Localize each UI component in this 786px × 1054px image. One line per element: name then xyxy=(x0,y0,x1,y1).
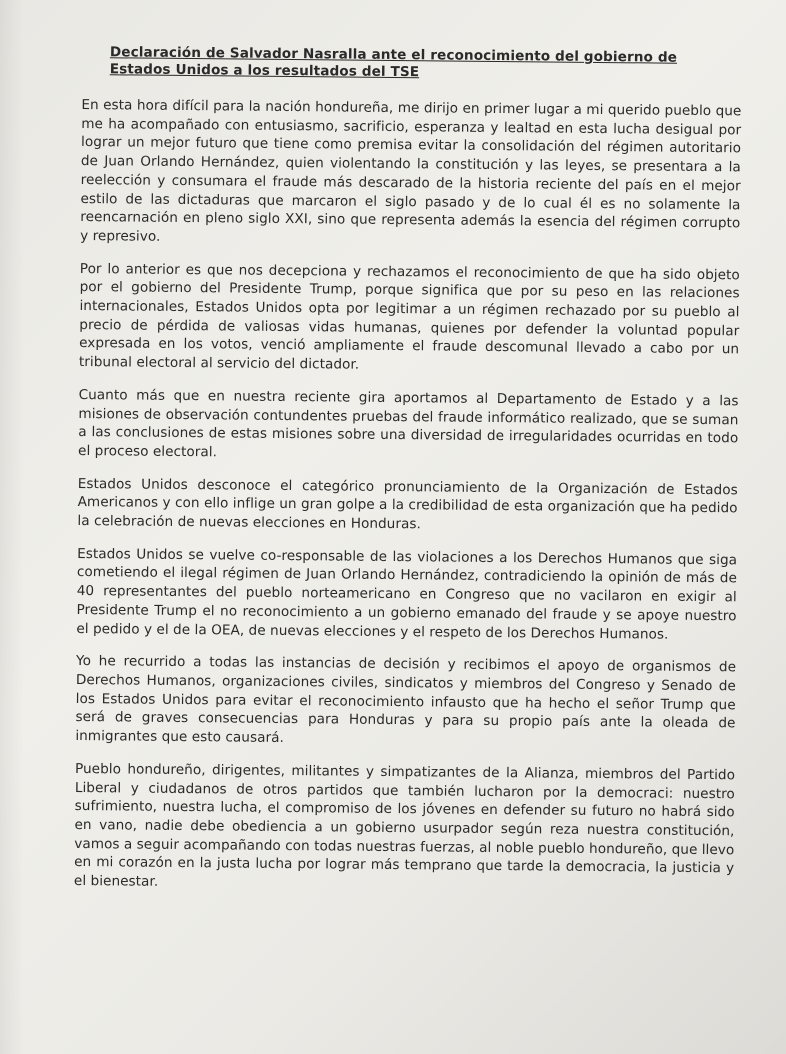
paragraph-6: Yo he recurrido a todas las instancias de decisión y recibimos el apoyo de organismos de Derechos Humanos, organizaciones civiles, sindicatos y miembros del Congreso y Senado de los Estados Unidos para evitar el reconocimiento infausto que ha hecho el señor Trump que será de graves consecuencias para Honduras y para su propio país ante la oleada de inmigrantes que esto causará. xyxy=(75,653,737,747)
paragraph-4: Estados Unidos desconoce el categórico pronunciamiento de la Organización de Estados Americanos y con ello inflige un gran golpe a la credibilidad de esta organización que ha pedido la celebración de nuevas elecciones en Honduras. xyxy=(77,475,738,533)
paragraph-1: En esta hora difícil para la nación hondureña, me dirijo en primer lugar a mi querido pueblo que me ha acompañado con entusiasmo, sacrificio, esperanza y lealtad en esta lucha desigual por lograr un mejor futuro que tiene como premisa evitar la consolidación del régimen autoritario de Juan Orlando Hernández, quien violentando la constitución y las leyes, se presentara a la reelección y consumara el fraude más descarado de la historia reciente del país en el mejor estilo de las dictaduras que marcaron el siglo pasado y de lo cual él es no solamente la reencarnación en pleno siglo XXI, sino que representa además la esencia del régimen corrupto y represivo. xyxy=(80,96,742,245)
page-shadow xyxy=(0,0,24,1054)
paragraph-5: Estados Unidos se vuelve co-responsable de las violaciones a los Derechos Humanos que siga cometiendo el ilegal régimen de Juan Orlando Hernández, contradiciendo la opinión de más de 40 representantes del pueblo norteamericano en Congreso que no vacilaron en exigir al Presidente Trump el no reconocimiento a un gobierno emanado del fraude y se apoye nuestro el pedido y el de la OEA, de nuevas elecciones y el respeto de los Derechos Humanos. xyxy=(76,545,738,643)
paragraph-7: Pueblo hondureño, dirigentes, militantes y simpatizantes de la Alianza, miembros del Partido Liberal y ciudadanos de otros partidos que también lucharon por la democraci: nuestro sufrimiento, nuestra lucha, el compromiso de los jóvenes en defender su futuro no habrá sido en vano, nadie debe obediencia a un gobierno usurpador según reza nuestra constitución, vamos a seguir acompañando con todas nuestras fuerzas, al noble pueblo hondureño, que llevo en mi corazón en la justa lucha por lograr más temprano que tarde la democracia, la justicia y el bienestar. xyxy=(73,760,736,890)
paragraph-3: Cuanto más que en nuestra reciente gira aportamos al Departamento de Estado y a las misiones de observación contundentes pruebas del fraude informático realizado, que se suman a las conclusiones de estas misiones sobre una diversidad de irregularidades ocurridas en todo el proceso electoral. xyxy=(78,386,739,461)
document-title: Declaración de Salvador Nasralla ante el reconocimiento del gobierno de Estados Unidos a los resultados del TSE xyxy=(109,44,678,81)
document-body xyxy=(74,44,742,911)
paragraph-2: Por lo anterior es que nos decepciona y rechazamos el reconocimiento de que ha sido objeto por el gobierno del Presidente Trump, porque significa que por su peso en las relaciones internacionales, Estados Unidos opta por legitimar a un régimen rechazado por su pueblo al precio de pérdida de valiosas vidas humanas, quienes por defender la voluntad popular expresada en los votos, venció ampliamente el fraude descomunal llevado a cabo por un tribunal electoral al servicio del dictador. xyxy=(78,260,740,373)
